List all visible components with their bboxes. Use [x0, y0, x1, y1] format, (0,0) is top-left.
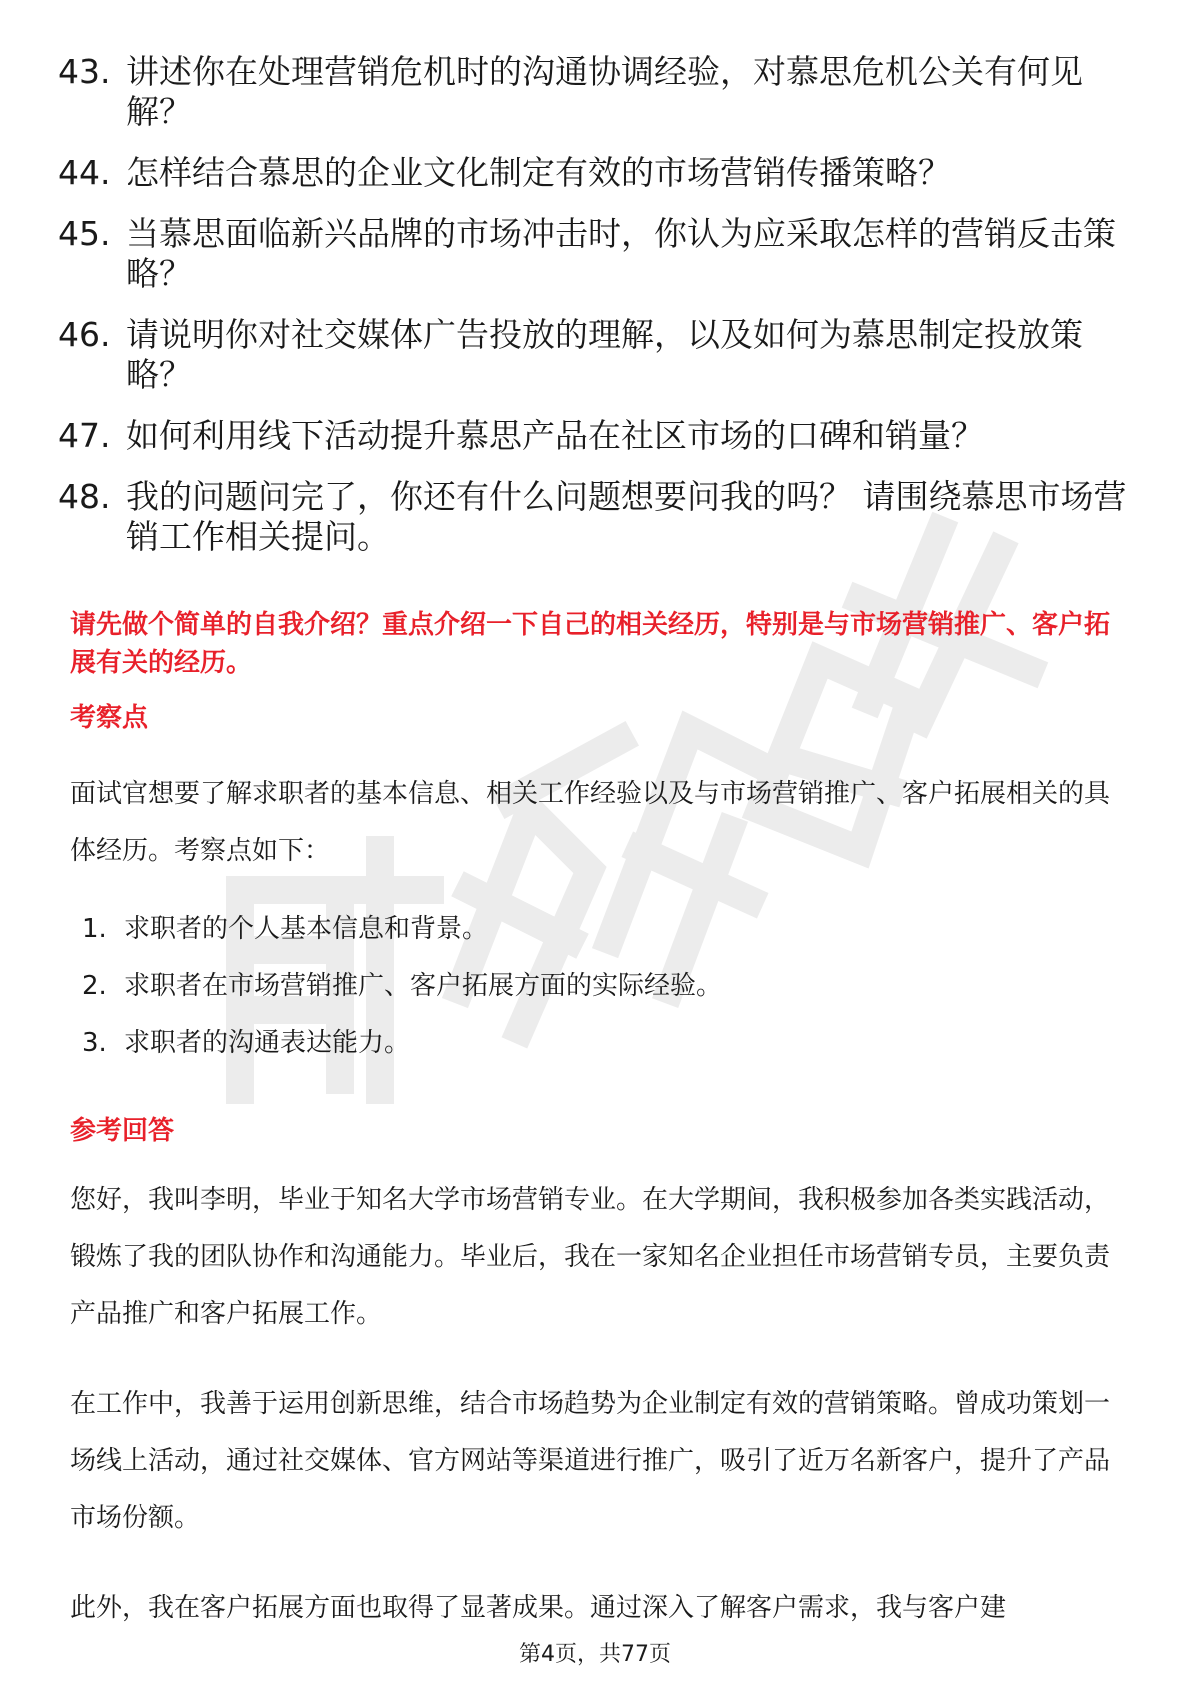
question-text: 怎样结合慕思的企业文化制定有效的市场营销传播策略？: [126, 153, 951, 192]
question-number: 45.: [58, 214, 111, 253]
question-item: [58, 153, 1138, 193]
list-item-text: 求职者的个人基本信息和背景。: [124, 914, 489, 944]
reference-heading: 参考回答: [70, 1116, 175, 1146]
question-text: 我的问题问完了，你还有什么问题想要问我的吗？ 请围绕慕思市场营销工作相关提问。: [126, 477, 1127, 556]
reference-paragraph: 您好，我叫李明，毕业于知名大学市场营销专业。在大学期间，我积极参加各类实践活动，锻炼了我的团队协作和沟通能力。毕业后，我在一家知名企业担任市场营销专员，主要负责产品推广和客户拓展工作。: [70, 1185, 1111, 1329]
list-item-number: 3.: [82, 1028, 107, 1058]
question-number: 44.: [58, 153, 111, 192]
list-item-text: 求职者的沟通表达能力。: [124, 1028, 411, 1058]
list-item-number: 1.: [82, 914, 107, 944]
question-list: [58, 52, 1138, 578]
assessment-points: [82, 912, 1082, 1083]
assessment-intro: 面试官想要了解求职者的基本信息、相关工作经验以及与市场营销推广、客户拓展相关的具体经历。考察点如下：: [70, 779, 1111, 866]
reference-paragraph: 在工作中，我善于运用创新思维，结合市场趋势为企业制定有效的营销策略。曾成功策划一场线上活动，通过社交媒体、官方网站等渠道进行推广，吸引了近万名新客户，提升了产品市场份额。: [70, 1389, 1111, 1533]
question-number: 46.: [58, 315, 111, 354]
list-item: [82, 912, 1082, 946]
question-text: 讲述你在处理营销危机时的沟通协调经验，对慕思危机公关有何见解？: [126, 52, 1083, 131]
question-text: 如何利用线下活动提升慕思产品在社区市场的口碑和销量？: [126, 416, 984, 455]
list-item: [82, 969, 1082, 1003]
question-text: 当慕思面临新兴品牌的市场冲击时，你认为应采取怎样的营销反击策略？: [126, 214, 1116, 293]
assessment-heading: 考察点: [70, 703, 149, 733]
list-item: [82, 1026, 1082, 1060]
question-number: 43.: [58, 52, 111, 91]
highlight-question: 请先做个简单的自我介绍？重点介绍一下自己的相关经历，特别是与市场营销推广、客户拓展有关的经历。: [70, 610, 1111, 678]
list-item-number: 2.: [82, 971, 107, 1001]
question-text: 请说明你对社交媒体广告投放的理解，以及如何为慕思制定投放策略？: [126, 315, 1083, 394]
page-footer: 第4页，共77页: [519, 1642, 671, 1667]
question-item: [58, 315, 1138, 395]
question-item: [58, 214, 1138, 294]
list-item-text: 求职者在市场营销推广、客户拓展方面的实际经验。: [124, 971, 723, 1001]
reference-paragraph: 此外，我在客户拓展方面也取得了显著成果。通过深入了解客户需求，我与客户建: [70, 1593, 1007, 1623]
question-item: [58, 416, 1138, 456]
question-number: 47.: [58, 416, 111, 455]
question-item: [58, 477, 1138, 557]
question-number: 48.: [58, 477, 111, 516]
question-item: [58, 52, 1138, 132]
